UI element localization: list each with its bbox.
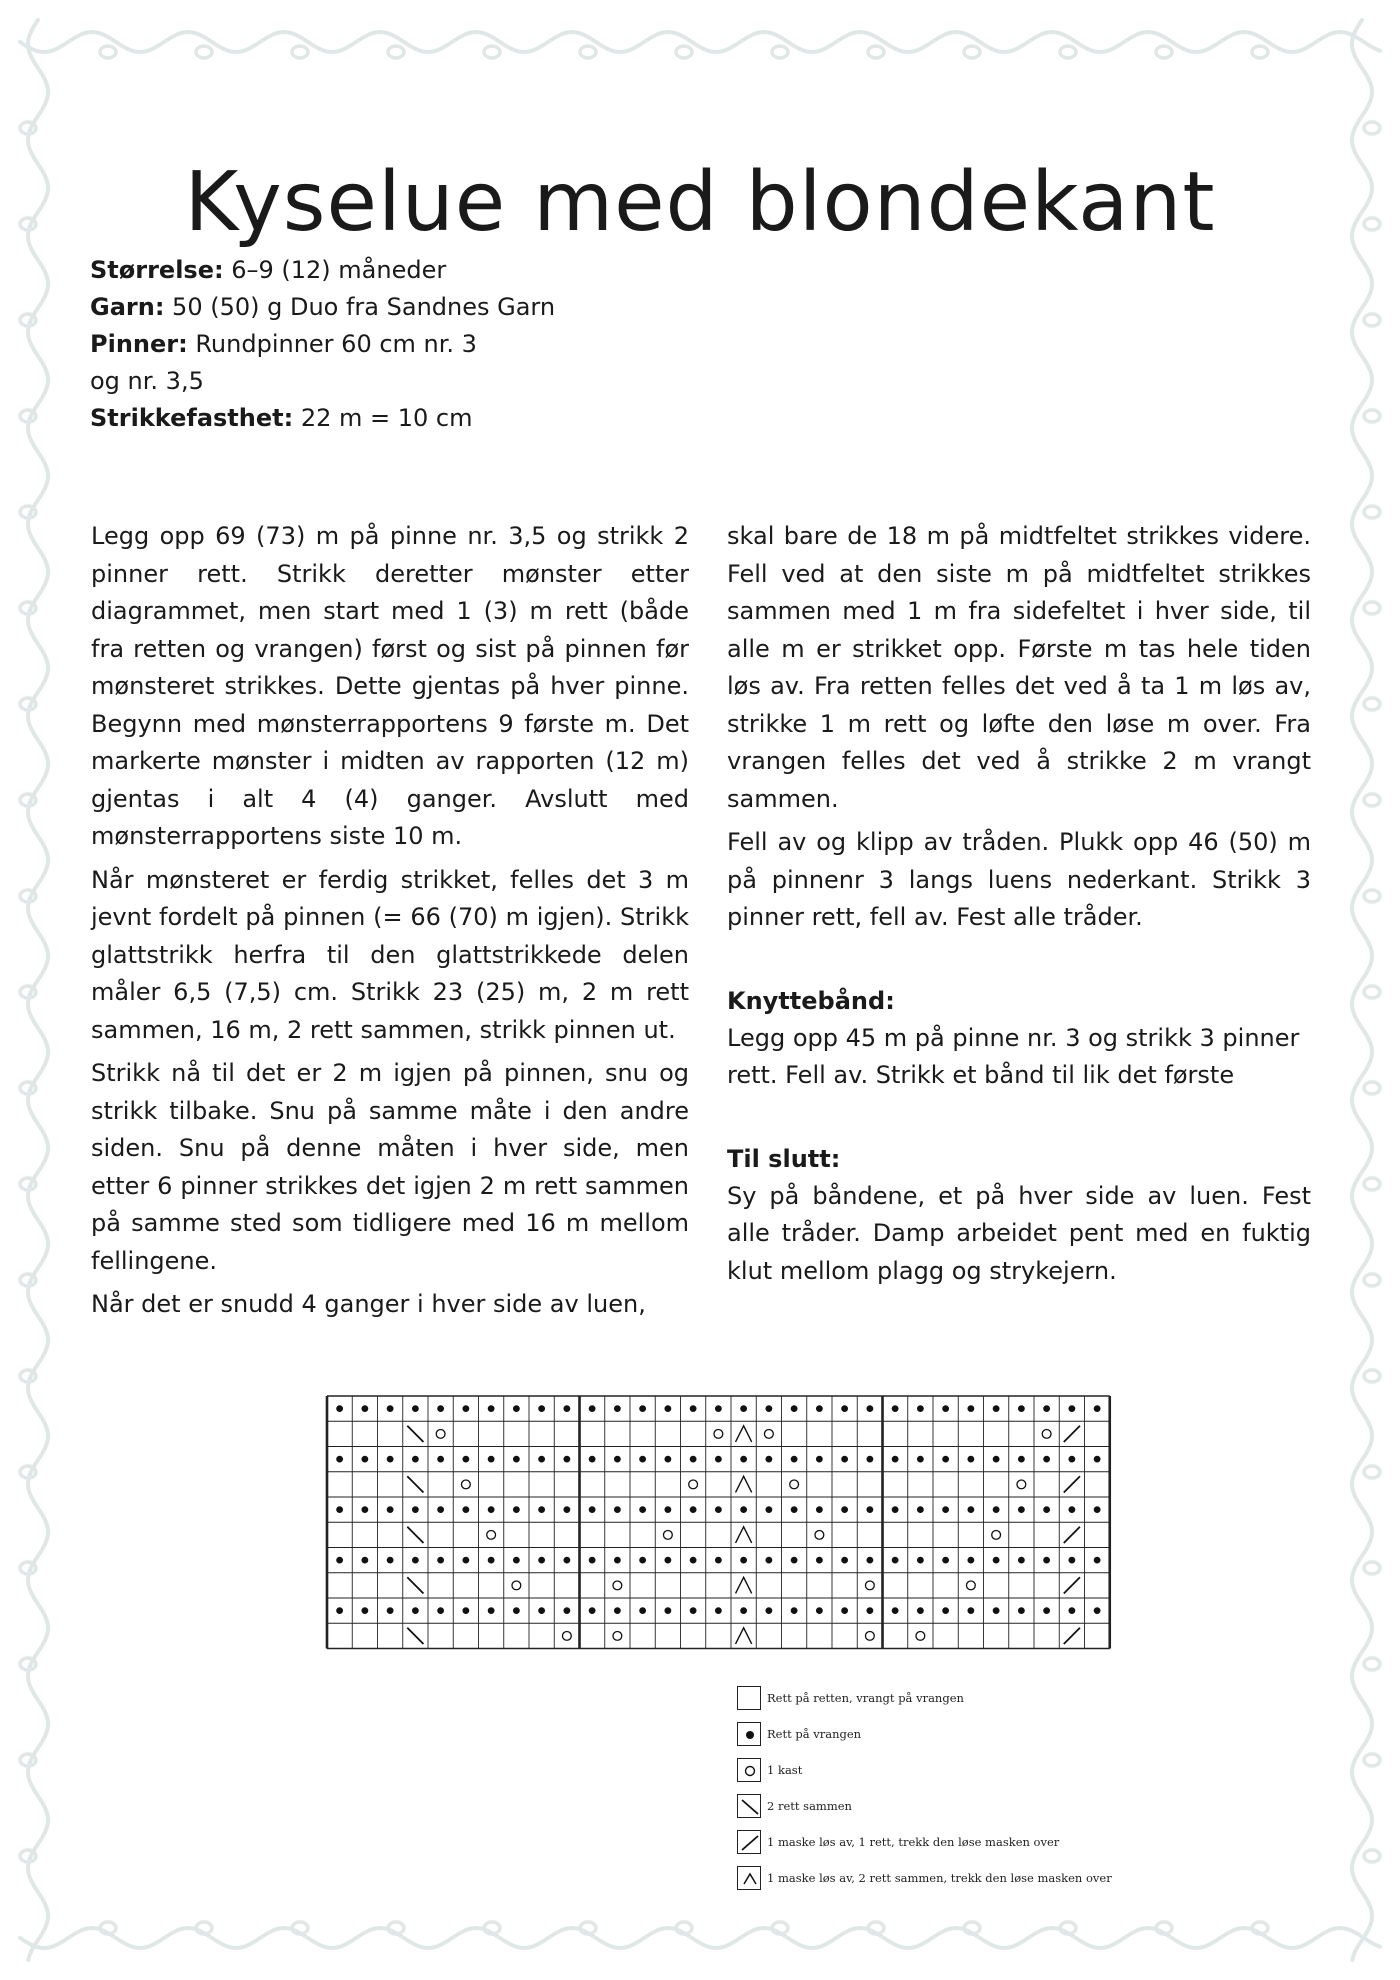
purl-dot-mark — [942, 1557, 949, 1564]
border-wave — [20, 1928, 1380, 1948]
purl-dot-mark — [1043, 1405, 1050, 1412]
purl-dot-mark — [1018, 1607, 1025, 1614]
yarn-over-mark — [714, 1429, 723, 1438]
border-loop — [1364, 698, 1380, 710]
double-decrease-mark — [736, 1426, 752, 1442]
border-loop — [868, 46, 884, 58]
skp-mark — [1064, 1628, 1080, 1644]
k2tog-mark — [407, 1476, 423, 1492]
yarn-over-mark — [562, 1631, 571, 1640]
ties-heading: Knyttebånd: — [727, 986, 895, 1015]
yarn-over-mark — [487, 1530, 496, 1539]
purl-dot-mark — [917, 1607, 924, 1614]
legend-item: Rett på vrangen — [737, 1716, 1112, 1752]
page-title: Kyselue med blondekant — [184, 154, 1216, 250]
instructions-left-column — [91, 518, 689, 1330]
specs-block — [90, 252, 555, 437]
border-loop — [100, 46, 116, 58]
purl-dot-mark — [917, 1557, 924, 1564]
purl-dot-mark — [816, 1607, 823, 1614]
purl-dot-mark — [740, 1506, 747, 1513]
purl-dot-mark — [488, 1557, 495, 1564]
purl-dot-mark — [816, 1557, 823, 1564]
purl-dot-mark — [664, 1405, 671, 1412]
purl-dot-mark — [639, 1506, 646, 1513]
purl-dot-mark — [538, 1405, 545, 1412]
purl-dot-mark — [1043, 1607, 1050, 1614]
purl-dot-mark — [361, 1557, 368, 1564]
border-loop — [388, 46, 404, 58]
purl-dot-mark — [1068, 1456, 1075, 1463]
purl-dot-mark — [740, 1557, 747, 1564]
skp-mark — [1064, 1577, 1080, 1593]
purl-dot-mark — [639, 1405, 646, 1412]
purl-dot-mark — [740, 1405, 747, 1412]
purl-dot-mark — [563, 1557, 570, 1564]
purl-dot-mark — [866, 1557, 873, 1564]
purl-dot-mark — [488, 1456, 495, 1463]
border-loop — [1364, 410, 1380, 422]
purl-dot-mark — [336, 1506, 343, 1513]
yarn-over-mark — [966, 1581, 975, 1590]
purl-dot-mark — [538, 1456, 545, 1463]
border-loop — [964, 46, 980, 58]
purl-dot-mark — [589, 1456, 596, 1463]
purl-dot-mark — [841, 1456, 848, 1463]
k2tog-mark — [407, 1527, 423, 1543]
paragraph: Når det er snudd 4 ganger i hver side av luen, — [91, 1290, 646, 1318]
purl-dot-mark — [816, 1456, 823, 1463]
legend-item: 1 maske løs av, 2 rett sammen, trekk den løse masken over — [737, 1860, 1112, 1896]
paragraph: Når mønsteret er ferdig strikket, felles det 3 m jevnt fordelt på pinnen (= 66 (70) m igjen). Strikk glattstrikk herfra til den glattstrikkede delen måler 6,5 (7,5) cm. Strikk 23 (25) m, 2 m rett sammen, 16 m, 2 rett sammen, strikk pinnen ut. — [91, 865, 689, 1044]
border-loop — [676, 46, 692, 58]
yarn-over-mark — [663, 1530, 672, 1539]
purl-dot-mark — [538, 1506, 545, 1513]
purl-dot-mark — [1094, 1557, 1101, 1564]
yarn-over-mark — [613, 1581, 622, 1590]
purl-dot-mark — [614, 1557, 621, 1564]
slash-icon — [737, 1830, 761, 1854]
instructions-right-column — [727, 518, 1311, 1296]
purl-dot-mark — [715, 1607, 722, 1614]
border-loop — [1156, 46, 1172, 58]
purl-dot-mark — [387, 1456, 394, 1463]
yarn-over-mark — [790, 1480, 799, 1489]
skp-mark — [1064, 1527, 1080, 1543]
purl-dot-mark — [715, 1506, 722, 1513]
border-loop — [1364, 1562, 1380, 1574]
purl-dot-mark — [614, 1506, 621, 1513]
purl-dot-mark — [791, 1405, 798, 1412]
purl-dot-mark — [993, 1506, 1000, 1513]
legend-item: 1 kast — [737, 1752, 1112, 1788]
circle-icon — [737, 1758, 761, 1782]
legend-item: 1 maske løs av, 1 rett, trekk den løse masken over — [737, 1824, 1112, 1860]
purl-dot-mark — [967, 1506, 974, 1513]
double-decrease-mark — [736, 1628, 752, 1644]
purl-dot-mark — [513, 1607, 520, 1614]
purl-dot-mark — [387, 1405, 394, 1412]
purl-dot-mark — [437, 1506, 444, 1513]
purl-dot-mark — [816, 1506, 823, 1513]
border-loop — [1252, 46, 1268, 58]
purl-dot-mark — [1068, 1506, 1075, 1513]
caret-icon — [737, 1866, 761, 1890]
purl-dot-mark — [1018, 1405, 1025, 1412]
paragraph: skal bare de 18 m på midtfeltet strikkes videre. Fell ved at den siste m på midtfeltet strikkes sammen med 1 m fra sidefeltet i hver side, til alle m er strikket opp. Første m tas hele tiden løs av. Fra retten felles det ved å ta 1 m løs av, strikke 1 m rett og løfte den løse m over. Fra vrangen felles det ved å strikke 2 m vrangt sammen. — [727, 522, 1311, 813]
border-loop — [1364, 1082, 1380, 1094]
purl-dot-mark — [563, 1607, 570, 1614]
purl-dot-mark — [841, 1557, 848, 1564]
purl-dot-mark — [866, 1506, 873, 1513]
purl-dot-mark — [614, 1607, 621, 1614]
yarn-over-mark — [865, 1581, 874, 1590]
purl-dot-mark — [462, 1506, 469, 1513]
purl-dot-mark — [866, 1456, 873, 1463]
border-loop — [1364, 1754, 1380, 1766]
purl-dot-mark — [589, 1405, 596, 1412]
finish-text: Sy på båndene, et på hver side av luen. Fest alle tråder. Damp arbeidet pent med en fuktig klut mellom plagg og strykejern. — [727, 1181, 1311, 1285]
purl-dot-mark — [639, 1456, 646, 1463]
border-loop — [1364, 122, 1380, 134]
purl-dot-mark — [816, 1405, 823, 1412]
border-wave — [20, 32, 1380, 52]
purl-dot-mark — [791, 1607, 798, 1614]
purl-dot-mark — [589, 1506, 596, 1513]
purl-dot-mark — [690, 1607, 697, 1614]
yarn-over-mark — [815, 1530, 824, 1539]
purl-dot-mark — [1018, 1506, 1025, 1513]
purl-dot-mark — [513, 1456, 520, 1463]
yarn-over-mark — [764, 1429, 773, 1438]
legend-item: 2 rett sammen — [737, 1788, 1112, 1824]
purl-dot-mark — [1043, 1506, 1050, 1513]
legend-item: Rett på retten, vrangt på vrangen — [737, 1680, 1112, 1716]
border-loop — [1364, 1370, 1380, 1382]
purl-dot-mark — [765, 1506, 772, 1513]
purl-dot-mark — [765, 1557, 772, 1564]
yarn-over-mark — [916, 1631, 925, 1640]
purl-dot-mark — [361, 1405, 368, 1412]
k2tog-mark — [407, 1577, 423, 1593]
border-loop — [292, 46, 308, 58]
purl-dot-mark — [715, 1557, 722, 1564]
purl-dot-mark — [715, 1405, 722, 1412]
purl-dot-mark — [1094, 1506, 1101, 1513]
purl-dot-mark — [993, 1456, 1000, 1463]
spec-needles-cont: og nr. 3,5 — [90, 367, 204, 395]
purl-dot-mark — [765, 1607, 772, 1614]
purl-dot-mark — [361, 1607, 368, 1614]
purl-dot-mark — [993, 1405, 1000, 1412]
purl-dot-mark — [412, 1405, 419, 1412]
purl-dot-mark — [942, 1607, 949, 1614]
purl-dot-mark — [513, 1557, 520, 1564]
purl-dot-mark — [361, 1456, 368, 1463]
purl-dot-mark — [336, 1456, 343, 1463]
purl-dot-mark — [892, 1456, 899, 1463]
skp-mark — [1064, 1476, 1080, 1492]
spec-needles: Pinner: Rundpinner 60 cm nr. 3 — [90, 330, 477, 358]
yarn-over-mark — [436, 1429, 445, 1438]
purl-dot-mark — [765, 1456, 772, 1463]
purl-dot-mark — [462, 1557, 469, 1564]
purl-dot-mark — [488, 1506, 495, 1513]
purl-dot-mark — [690, 1557, 697, 1564]
double-decrease-mark — [736, 1527, 752, 1543]
purl-dot-mark — [1068, 1405, 1075, 1412]
yarn-over-mark — [1042, 1429, 1051, 1438]
purl-dot-mark — [917, 1405, 924, 1412]
purl-dot-mark — [513, 1506, 520, 1513]
border-loop — [1364, 1466, 1380, 1478]
border-loop — [1060, 46, 1076, 58]
purl-dot-mark — [967, 1456, 974, 1463]
purl-dot-mark — [488, 1405, 495, 1412]
purl-dot-mark — [462, 1456, 469, 1463]
purl-dot-mark — [791, 1557, 798, 1564]
purl-dot-mark — [336, 1405, 343, 1412]
dot-icon — [737, 1722, 761, 1746]
purl-dot-mark — [336, 1607, 343, 1614]
purl-dot-mark — [892, 1607, 899, 1614]
purl-dot-mark — [437, 1456, 444, 1463]
paragraph: Fell av og klipp av tråden. Plukk opp 46 (50) m på pinnenr 3 langs luens nederkant. Strikk 3 pinner rett, fell av. Fest alle tråder. — [727, 828, 1311, 931]
k2tog-mark — [407, 1426, 423, 1442]
purl-dot-mark — [387, 1607, 394, 1614]
purl-dot-mark — [841, 1506, 848, 1513]
purl-dot-mark — [791, 1456, 798, 1463]
purl-dot-mark — [740, 1607, 747, 1614]
purl-dot-mark — [664, 1607, 671, 1614]
purl-dot-mark — [1068, 1557, 1075, 1564]
border-loop — [1364, 602, 1380, 614]
border-loop — [1364, 314, 1380, 326]
border-loop — [772, 46, 788, 58]
purl-dot-mark — [1094, 1607, 1101, 1614]
border-loop — [484, 46, 500, 58]
purl-dot-mark — [437, 1405, 444, 1412]
border-loop — [1364, 890, 1380, 902]
yarn-over-mark — [865, 1631, 874, 1640]
purl-dot-mark — [412, 1456, 419, 1463]
paragraph: Strikk nå til det er 2 m igjen på pinnen, snu og strikk tilbake. Snu på samme måte i den andre siden. Snu på denne måten i hver side, men etter 6 pinner strikkes det igjen 2 m rett sammen på samme sted som tidligere med 16 m mellom fellingene. — [91, 1059, 689, 1275]
purl-dot-mark — [513, 1405, 520, 1412]
spec-size: Størrelse: 6–9 (12) måneder — [90, 256, 447, 284]
purl-dot-mark — [866, 1607, 873, 1614]
purl-dot-mark — [690, 1506, 697, 1513]
yarn-over-mark — [613, 1631, 622, 1640]
purl-dot-mark — [563, 1506, 570, 1513]
purl-dot-mark — [488, 1607, 495, 1614]
purl-dot-mark — [538, 1557, 545, 1564]
spec-gauge: Strikkefasthet: 22 m = 10 cm — [90, 404, 473, 432]
k2tog-mark — [407, 1628, 423, 1644]
border-loop — [1364, 1178, 1380, 1190]
purl-dot-mark — [589, 1607, 596, 1614]
purl-dot-mark — [917, 1456, 924, 1463]
purl-dot-mark — [538, 1607, 545, 1614]
purl-dot-mark — [336, 1557, 343, 1564]
purl-dot-mark — [967, 1607, 974, 1614]
purl-dot-mark — [1094, 1456, 1101, 1463]
purl-dot-mark — [563, 1456, 570, 1463]
purl-dot-mark — [1094, 1405, 1101, 1412]
double-decrease-mark — [736, 1577, 752, 1593]
purl-dot-mark — [765, 1405, 772, 1412]
purl-dot-mark — [1043, 1456, 1050, 1463]
purl-dot-mark — [841, 1405, 848, 1412]
paragraph: Legg opp 69 (73) m på pinne nr. 3,5 og strikk 2 pinner rett. Strikk deretter mønster etter diagrammet, men start med 1 (3) m rett (både fra retten og vrangen) først og sist på pinnen før mønsteret strikkes. Dette gjentas på hver pinne. Begynn med mønsterrapportens 9 første m. Det markerte mønster i midten av rapporten (12 m) gjentas i alt 4 (4) ganger. Avslutt med mønsterrapportens siste 10 m. — [91, 522, 689, 850]
purl-dot-mark — [1018, 1557, 1025, 1564]
purl-dot-mark — [740, 1456, 747, 1463]
finish-heading: Til slutt: — [727, 1144, 841, 1173]
purl-dot-mark — [892, 1557, 899, 1564]
yarn-over-mark — [689, 1480, 698, 1489]
purl-dot-mark — [462, 1607, 469, 1614]
purl-dot-mark — [942, 1456, 949, 1463]
purl-dot-mark — [412, 1607, 419, 1614]
purl-dot-mark — [917, 1506, 924, 1513]
border-loop — [580, 46, 596, 58]
yarn-over-mark — [461, 1480, 470, 1489]
purl-dot-mark — [1043, 1557, 1050, 1564]
purl-dot-mark — [967, 1557, 974, 1564]
purl-dot-mark — [993, 1607, 1000, 1614]
border-loop — [1364, 986, 1380, 998]
purl-dot-mark — [1068, 1607, 1075, 1614]
purl-dot-mark — [942, 1405, 949, 1412]
purl-dot-mark — [462, 1405, 469, 1412]
border-loop — [196, 46, 212, 58]
purl-dot-mark — [866, 1405, 873, 1412]
purl-dot-mark — [361, 1506, 368, 1513]
purl-dot-mark — [412, 1506, 419, 1513]
purl-dot-mark — [1018, 1456, 1025, 1463]
purl-dot-mark — [387, 1557, 394, 1564]
purl-dot-mark — [664, 1506, 671, 1513]
purl-dot-mark — [387, 1506, 394, 1513]
purl-dot-mark — [690, 1456, 697, 1463]
skp-mark — [1064, 1426, 1080, 1442]
yarn-over-mark — [1017, 1480, 1026, 1489]
purl-dot-mark — [614, 1456, 621, 1463]
purl-dot-mark — [715, 1456, 722, 1463]
border-loop — [1364, 1850, 1380, 1862]
purl-dot-mark — [791, 1506, 798, 1513]
spec-yarn: Garn: 50 (50) g Duo fra Sandnes Garn — [90, 293, 556, 321]
purl-dot-mark — [639, 1557, 646, 1564]
yarn-over-mark — [512, 1581, 521, 1590]
border-loop — [1364, 794, 1380, 806]
purl-dot-mark — [892, 1405, 899, 1412]
knitting-chart — [325, 1394, 1115, 1654]
double-decrease-mark — [736, 1476, 752, 1492]
border-loop — [1364, 506, 1380, 518]
border-loop — [1364, 1658, 1380, 1670]
purl-dot-mark — [841, 1607, 848, 1614]
purl-dot-mark — [639, 1607, 646, 1614]
purl-dot-mark — [614, 1405, 621, 1412]
purl-dot-mark — [942, 1506, 949, 1513]
yarn-over-mark — [992, 1530, 1001, 1539]
purl-dot-mark — [437, 1607, 444, 1614]
purl-dot-mark — [892, 1506, 899, 1513]
purl-dot-mark — [690, 1405, 697, 1412]
purl-dot-mark — [664, 1456, 671, 1463]
chart-legend — [737, 1680, 1112, 1896]
purl-dot-mark — [563, 1405, 570, 1412]
border-loop — [1364, 1274, 1380, 1286]
purl-dot-mark — [664, 1557, 671, 1564]
purl-dot-mark — [589, 1557, 596, 1564]
purl-dot-mark — [437, 1557, 444, 1564]
backslash-icon — [737, 1794, 761, 1818]
ties-text: Legg opp 45 m på pinne nr. 3 og strikk 3 pinner rett. Fell av. Strikk et bånd til lik det første — [727, 1023, 1300, 1089]
blank-square-icon — [737, 1686, 761, 1710]
purl-dot-mark — [412, 1557, 419, 1564]
purl-dot-mark — [993, 1557, 1000, 1564]
purl-dot-mark — [967, 1405, 974, 1412]
